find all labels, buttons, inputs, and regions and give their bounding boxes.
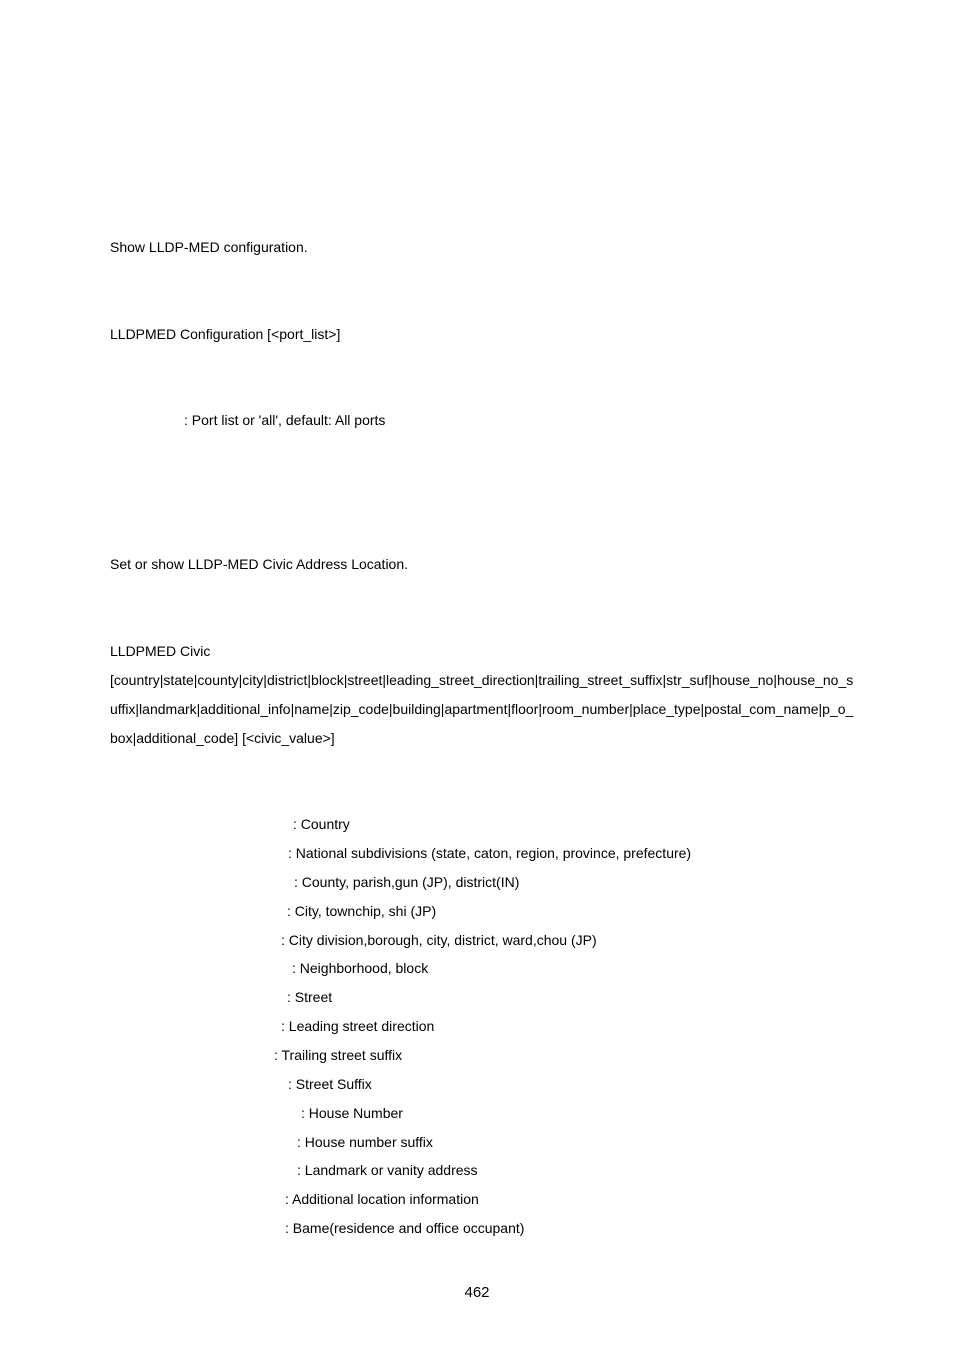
param-trailing-street-suffix: : Trailing street suffix	[274, 1047, 403, 1063]
page-number: 462	[464, 1284, 490, 1301]
param-district: : City division,borough, city, district, ward,chou (JP)	[281, 932, 597, 948]
section2-syntax-line-1: LLDPMED Civic	[110, 643, 211, 659]
section1-param-port-list: : Port list or 'all', default: All ports	[184, 412, 386, 428]
section2-syntax-line-4: box|additional_code] [<civic_value>]	[110, 730, 335, 746]
param-country: : Country	[293, 816, 350, 832]
param-county: : County, parish,gun (JP), district(IN)	[294, 874, 520, 890]
param-street: : Street	[287, 989, 333, 1005]
param-leading-street-direction: : Leading street direction	[281, 1018, 435, 1034]
param-city: : City, townchip, shi (JP)	[287, 903, 437, 919]
param-str-suf: : Street Suffix	[288, 1076, 372, 1092]
param-block: : Neighborhood, block	[292, 960, 429, 976]
section2-syntax-line-3: uffix|landmark|additional_info|name|zip_code|building|apartment|floor|room_number|place_type|postal_com_name|p_o_	[110, 701, 854, 717]
param-house-no-suffix: : House number suffix	[297, 1134, 433, 1150]
param-landmark: : Landmark or vanity address	[297, 1162, 478, 1178]
section1-syntax: LLDPMED Configuration [<port_list>]	[110, 326, 341, 342]
param-house-no: : House Number	[301, 1105, 403, 1121]
section1-description: Show LLDP-MED configuration.	[110, 239, 308, 255]
section2-description: Set or show LLDP-MED Civic Address Location.	[110, 556, 409, 572]
param-state: : National subdivisions (state, caton, region, province, prefecture)	[288, 845, 692, 861]
section2-syntax-line-2: [country|state|county|city|district|block|street|leading_street_direction|trailing_street_suffix|str_suf|house_no|house_no_s	[110, 672, 854, 688]
param-name: : Bame(residence and office occupant)	[285, 1220, 525, 1236]
param-additional-info: : Additional location information	[285, 1191, 479, 1207]
